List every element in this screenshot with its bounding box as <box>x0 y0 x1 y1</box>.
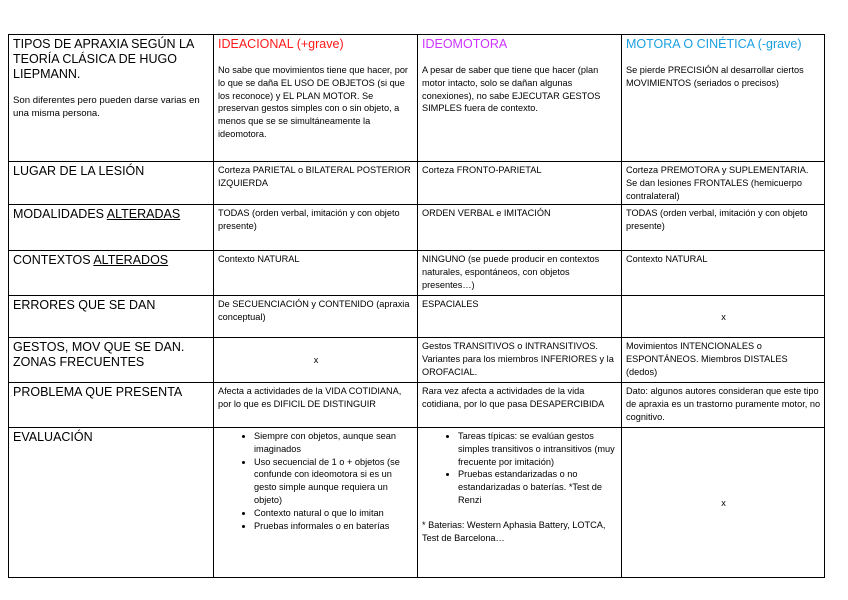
table-row-lesion <box>9 162 825 205</box>
type-name-motora: MOTORA O CINÉTICA (-grave) <box>626 37 802 51</box>
table-row-gestos <box>9 338 825 383</box>
type-name-ideacional: IDEACIONAL (+grave) <box>218 37 344 51</box>
cell-lesion-ideomotora: Corteza FRONTO-PARIETAL <box>418 162 622 205</box>
cell-evaluacion-ideacional <box>214 428 418 578</box>
cell-errores-ideomotora: ESPACIALES <box>418 296 622 338</box>
cell-problema-ideacional: Afecta a actividades de la VIDA COTIDIANA, por lo que es DIFICIL DE DISTINGUIR <box>214 383 418 428</box>
type-description-motora: Se pierde PRECISIÓN al desarrollar ciertos MOVIMIENTOS (seriados o precisos) <box>626 65 804 88</box>
list-item: • Tareas típicas: se evalúan gestos simples transitivos o intransitivos (muy frecuente por imitación) <box>458 430 618 468</box>
cell-problema-motora: Dato: algunos autores consideran que este tipo de apraxia es un trastorno puramente motor, no cognitivo. <box>622 383 825 428</box>
cell-contextos-motora: Contexto NATURAL <box>622 251 825 296</box>
type-cell-motora <box>622 35 825 162</box>
row-label-modalidades <box>9 205 214 251</box>
cell-errores-ideacional: De SECUENCIACIÓN y CONTENIDO (apraxia conceptual) <box>214 296 418 338</box>
cell-modalidades-ideacional: TODAS (orden verbal, imitación y con objeto presente) <box>214 205 418 251</box>
table-row-evaluacion <box>9 428 825 578</box>
cell-modalidades-motora: TODAS (orden verbal, imitación y con objeto presente) <box>622 205 825 251</box>
row-label-modalidades-prefix: MODALIDADES <box>13 207 107 221</box>
cell-evaluacion-ideomotora <box>418 428 622 578</box>
row-label-contextos-underlined: ALTERADOS <box>93 253 169 267</box>
evaluacion-ideomotora-list <box>422 430 618 507</box>
cell-lesion-ideacional: Corteza PARIETAL o BILATERAL POSTERIOR IZQUIERDA <box>214 162 418 205</box>
list-item: • Contexto natural o que lo imitan <box>254 507 414 520</box>
row-label-lesion: LUGAR DE LA LESIÓN <box>9 162 214 205</box>
table-row-modalidades <box>9 205 825 251</box>
apraxia-table <box>8 34 825 578</box>
row-label-contextos <box>9 251 214 296</box>
cell-contextos-ideomotora: NINGUNO (se puede producir en contextos naturales, espontáneos, con objetos presentes…) <box>418 251 622 296</box>
table-title-cell <box>9 35 214 162</box>
cell-lesion-motora: Corteza PREMOTORA y SUPLEMENTARIA. Se dan lesiones FRONTALES (hemicuerpo contralateral) <box>622 162 825 205</box>
row-label-problema: PROBLEMA QUE PRESENTA <box>9 383 214 428</box>
cell-modalidades-ideomotora: ORDEN VERBAL e IMITACIÓN <box>418 205 622 251</box>
cell-evaluacion-motora: x <box>622 428 825 578</box>
row-label-gestos: GESTOS, MOV QUE SE DAN. ZONAS FRECUENTES <box>9 338 214 383</box>
table-row-contextos <box>9 251 825 296</box>
header-row <box>9 35 825 162</box>
baterias-note: * Baterias: Western Aphasia Battery, LOTCA, Test de Barcelona… <box>422 519 606 543</box>
type-description-ideacional: No sabe que movimientos tiene que hacer, por lo que se daña EL USO DE OBJETOS (si que los reconoce) y EL PLAN MOTOR. Se preservan gestos simples con o sin objeto, a menos que se se simultáneamente la ideomotora. <box>218 65 408 139</box>
cell-gestos-ideomotora: Gestos TRANSITIVOS o INTRANSITIVOS. Variantes para los miembros INFERIORES y la OROFACIAL. <box>418 338 622 383</box>
cell-errores-motora: x <box>622 296 825 338</box>
list-item: • Pruebas informales o en baterías <box>254 520 414 533</box>
list-item: • Pruebas estandarizadas o no estandarizadas o baterías. *Test de Renzi <box>458 468 618 506</box>
cell-gestos-motora: Movimientos INTENCIONALES o ESPONTÁNEOS. Miembros DISTALES (dedos) <box>622 338 825 383</box>
row-label-errores: ERRORES QUE SE DAN <box>9 296 214 338</box>
list-item: • Uso secuencial de 1 o + objetos (se confunde con ideomotora si es un gesto simple aunque requiera un objeto) <box>254 456 414 507</box>
cell-contextos-ideacional: Contexto NATURAL <box>214 251 418 296</box>
cell-gestos-ideacional: x <box>214 338 418 383</box>
row-label-modalidades-underlined: ALTERADAS <box>106 207 181 221</box>
table-row-errores <box>9 296 825 338</box>
type-cell-ideacional <box>214 35 418 162</box>
row-label-evaluacion: EVALUACIÓN <box>9 428 214 578</box>
type-description-ideomotora: A pesar de saber que tiene que hacer (plan motor intacto, solo se dañan algunas conexiones), no sabe EJECUTAR GESTOS SIMPLES fuera de contexto. <box>422 65 601 114</box>
table-title: TIPOS DE APRAXIA SEGÚN LA TEORÍA CLÁSICA DE HUGO LIEPMANN. <box>13 37 194 81</box>
table-subtitle: Son diferentes pero pueden darse varias en una misma persona. <box>13 95 200 119</box>
type-cell-ideomotora <box>418 35 622 162</box>
type-name-ideomotora: IDEOMOTORA <box>422 37 508 51</box>
evaluacion-ideacional-list <box>218 430 414 532</box>
cell-problema-ideomotora: Rara vez afecta a actividades de la vida cotidiana, por lo que pasa DESAPERCIBIDA <box>418 383 622 428</box>
row-label-contextos-prefix: CONTEXTOS <box>13 253 94 267</box>
list-item: • Siempre con objetos, aunque sean imaginados <box>254 430 414 456</box>
table-row-problema <box>9 383 825 428</box>
